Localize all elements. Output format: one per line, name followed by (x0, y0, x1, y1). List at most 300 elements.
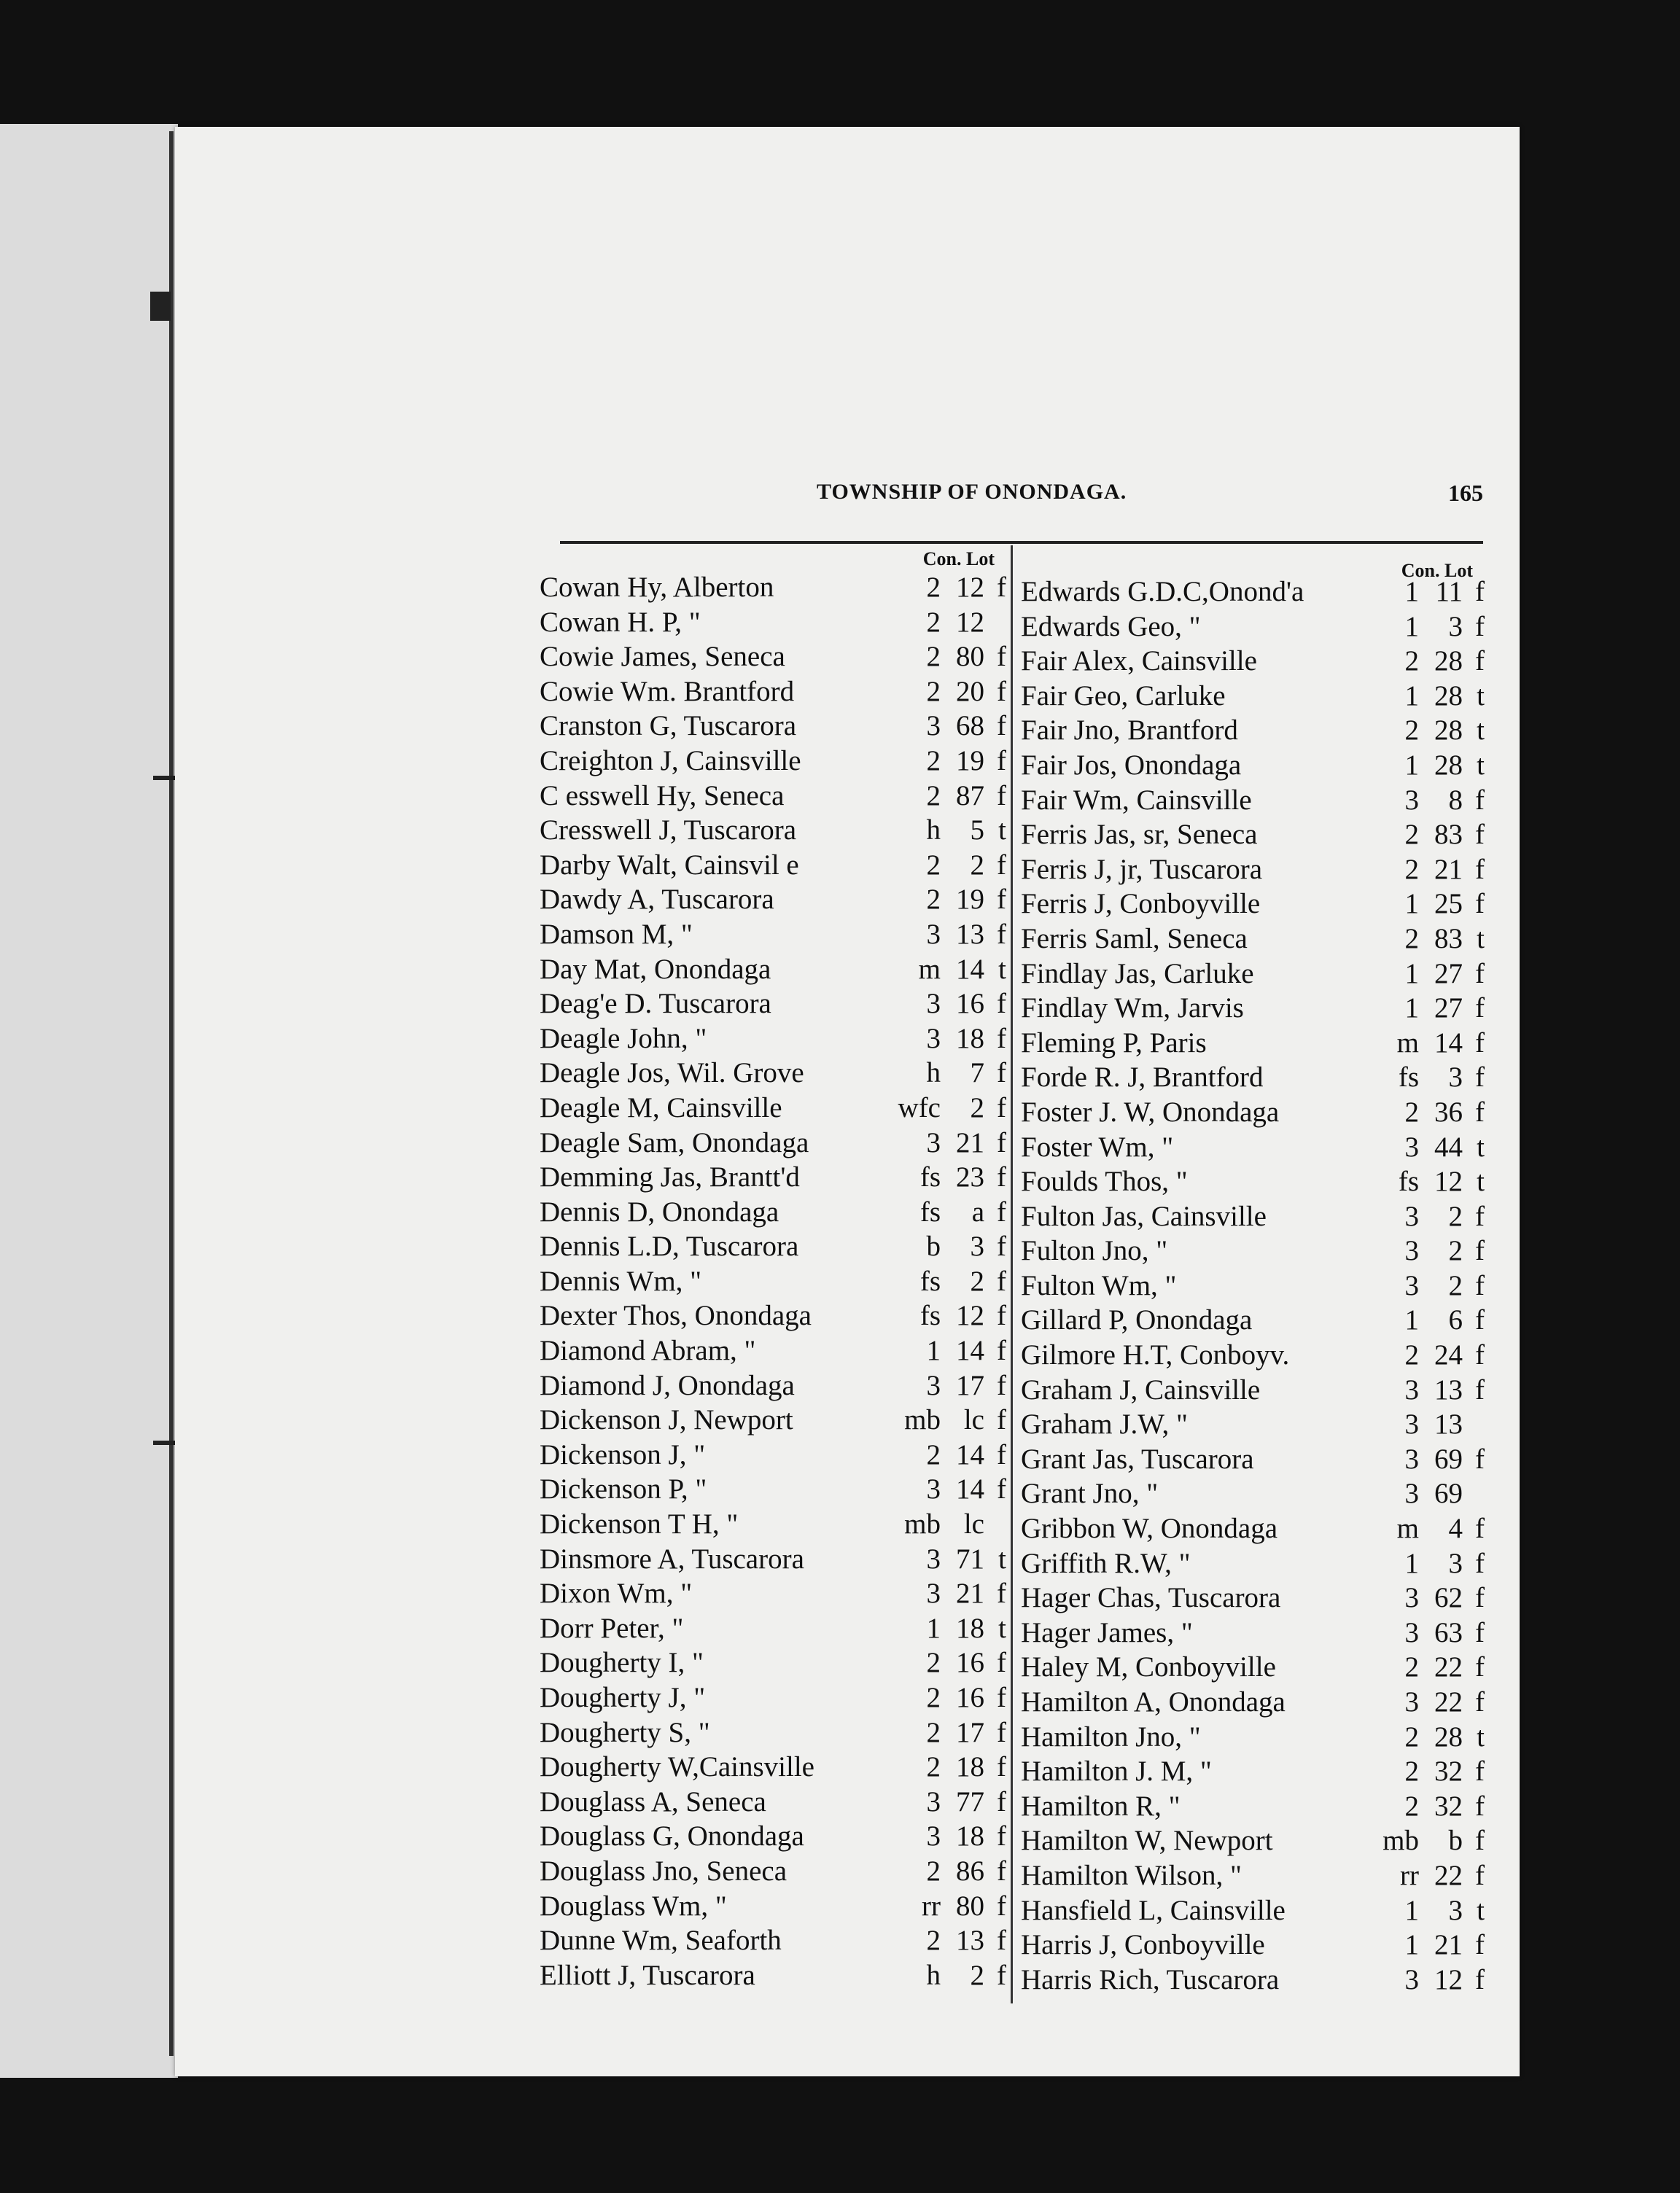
lot-number: 13 (956, 1925, 984, 1957)
lot-number: 23 (956, 1161, 984, 1193)
directory-entry (540, 779, 1006, 814)
entry-name: Hamilton A, Onondaga (1021, 1686, 1286, 1718)
lot-number: 18 (956, 1820, 984, 1853)
concession: 2 (926, 675, 941, 707)
entry-name: Edwards Geo, " (1021, 610, 1201, 642)
tenure-code: f (997, 1091, 1006, 1123)
tenure-code: f (997, 988, 1006, 1020)
concession: 2 (926, 606, 941, 638)
concession: 3 (1404, 1200, 1419, 1232)
directory-entry (540, 848, 1006, 883)
lot-number: 21 (1434, 853, 1463, 885)
lot-number: 24 (1434, 1339, 1463, 1371)
entry-name: C esswell Hy, Seneca (540, 779, 785, 811)
directory-entry (540, 1923, 1006, 1958)
tenure-code: f (1475, 1062, 1485, 1094)
directory-entry (540, 1438, 1006, 1473)
tenure-code: f (997, 1578, 1006, 1610)
entry-name: Griffith R.W, " (1021, 1547, 1191, 1579)
lot-number: b (1448, 1825, 1463, 1857)
entry-name: Gribbon W, Onondaga (1021, 1513, 1278, 1545)
concession: b (926, 1231, 941, 1263)
tenure-code: f (997, 1161, 1006, 1193)
lot-number: 2 (970, 1265, 984, 1297)
directory-entry (1021, 1616, 1485, 1651)
lot-number: 27 (1434, 957, 1463, 989)
directory-entry (1021, 852, 1485, 887)
lot-number: 27 (1434, 992, 1463, 1024)
concession: 2 (926, 1438, 941, 1471)
concession: 2 (1404, 819, 1419, 851)
entry-name: Douglass Jno, Seneca (540, 1855, 788, 1887)
concession: mb (904, 1508, 941, 1540)
concession: 3 (926, 1543, 941, 1575)
directory-page (175, 127, 1520, 2076)
entry-name: Douglass Wm, " (540, 1890, 727, 1922)
directory-entry (540, 1889, 1006, 1924)
tenure-code: f (1475, 1582, 1485, 1614)
directory-entry (540, 1229, 1006, 1264)
lot-number: 4 (1448, 1513, 1463, 1545)
concession: 2 (926, 1751, 941, 1783)
concession: 3 (1404, 1269, 1419, 1301)
directory-entry (1021, 1407, 1485, 1442)
lot-number: 63 (1434, 1616, 1463, 1648)
tenure-code: t (1477, 1131, 1485, 1163)
directory-entry (1021, 1546, 1485, 1581)
tenure-code: t (998, 1612, 1006, 1644)
entry-list (540, 570, 1006, 1993)
tenure-code: t (998, 1543, 1006, 1575)
lot-number: 7 (970, 1057, 984, 1089)
tenure-code: f (1475, 1651, 1485, 1683)
concession: 1 (1404, 888, 1419, 920)
concession: 2 (926, 572, 941, 603)
lot-number: 13 (1434, 1374, 1463, 1406)
lot-number: lc (963, 1508, 984, 1540)
lot-number: 3 (1448, 1062, 1463, 1094)
directory-entry (1021, 1581, 1485, 1616)
entry-name: Ferris J, jr, Tuscarora (1021, 853, 1263, 885)
directory-entry (1021, 609, 1485, 644)
entry-name: Findlay Wm, Jarvis (1021, 992, 1244, 1024)
entry-name: Hamilton Jno, " (1021, 1721, 1201, 1753)
lot-number: lc (963, 1404, 984, 1436)
concession: 2 (926, 849, 941, 881)
lot-number: 16 (956, 1647, 984, 1679)
concession: 2 (926, 1647, 941, 1679)
lot-number: 6 (1448, 1304, 1463, 1336)
concession: 2 (1404, 922, 1419, 954)
tenure-code: f (997, 1438, 1006, 1471)
entry-name: Dennis L.D, Tuscarora (540, 1231, 799, 1263)
concession: wfc (898, 1091, 941, 1123)
directory-entry (1021, 991, 1485, 1026)
concession: 3 (1404, 1235, 1419, 1267)
concession: 2 (1404, 1790, 1419, 1822)
entry-name: Dinsmore A, Tuscarora (540, 1543, 804, 1575)
entry-name: Creighton J, Cainsville (540, 744, 801, 776)
concession: 3 (1404, 1443, 1419, 1475)
tenure-code: t (1477, 714, 1485, 747)
entry-name: Harris Rich, Tuscarora (1021, 1963, 1280, 1995)
lot-number: 14 (1434, 1027, 1463, 1059)
entry-name: Cowan Hy, Alberton (540, 572, 774, 603)
tenure-code: f (997, 1855, 1006, 1887)
concession: 2 (926, 779, 941, 811)
lot-number: 21 (1434, 1929, 1463, 1961)
tenure-code: f (997, 1820, 1006, 1853)
lot-number: 28 (1434, 645, 1463, 677)
entry-name: Demming Jas, Brantt'd (540, 1161, 800, 1193)
directory-entry (1021, 1199, 1485, 1234)
concession: fs (919, 1265, 941, 1297)
tenure-code: f (997, 1890, 1006, 1922)
tenure-code: f (1475, 1096, 1485, 1128)
entry-name: Hamilton Wilson, " (1021, 1859, 1242, 1891)
lot-number: 14 (956, 1335, 984, 1367)
concession: mb (904, 1404, 941, 1436)
tenure-code: f (1475, 853, 1485, 885)
entry-name: Dougherty I, " (540, 1647, 704, 1679)
directory-entry (540, 639, 1006, 674)
entry-name: Hamilton R, " (1021, 1790, 1181, 1822)
directory-entry (1021, 922, 1485, 957)
lot-number: 2 (970, 1091, 984, 1123)
entry-name: Douglass A, Seneca (540, 1785, 766, 1818)
lot-number: 12 (1434, 1963, 1463, 1995)
concession: 1 (1404, 576, 1419, 607)
tenure-code: t (1477, 679, 1485, 712)
lot-number: 32 (1434, 1756, 1463, 1788)
directory-entry (1021, 1685, 1485, 1720)
concession: m (918, 953, 941, 985)
entry-name: Douglass G, Onondaga (540, 1820, 804, 1853)
lot-number: 5 (970, 814, 984, 846)
directory-entry (540, 917, 1006, 952)
lot-number: a (971, 1196, 984, 1228)
tenure-code: f (1475, 1339, 1485, 1371)
tenure-code: t (1477, 1894, 1485, 1926)
directory-entry (1021, 1511, 1485, 1546)
concession: 2 (1404, 1651, 1419, 1683)
concession: 1 (1404, 749, 1419, 781)
lot-number: 22 (1434, 1651, 1463, 1683)
lot-number: 87 (956, 779, 984, 811)
concession: 2 (1404, 853, 1419, 885)
tenure-code: f (997, 1196, 1006, 1228)
concession: 2 (1404, 1096, 1419, 1128)
tenure-code: f (1475, 1200, 1485, 1232)
entry-name: Diamond J, Onondaga (540, 1369, 795, 1401)
concession: 1 (926, 1335, 941, 1367)
concession: 1 (1404, 992, 1419, 1024)
lot-number: 62 (1434, 1582, 1463, 1614)
tenure-code: f (1475, 1374, 1485, 1406)
lot-number: 14 (956, 953, 984, 985)
concession: 2 (1404, 1756, 1419, 1788)
concession: rr (1400, 1859, 1419, 1891)
entry-name: Fleming P, Paris (1021, 1027, 1207, 1059)
directory-entry (540, 1507, 1006, 1542)
entry-name: Dennis D, Onondaga (540, 1196, 779, 1228)
directory-entry (540, 1472, 1006, 1507)
lot-number: 18 (956, 1751, 984, 1783)
lot-number: 22 (1434, 1859, 1463, 1891)
entry-name: Cowie James, Seneca (540, 641, 785, 673)
directory-entry (1021, 1720, 1485, 1755)
tenure-code: f (1475, 1825, 1485, 1857)
header-rule (560, 541, 1483, 544)
entry-name: Dawdy A, Tuscarora (540, 884, 774, 916)
tenure-code: t (998, 814, 1006, 846)
tenure-code: f (1475, 957, 1485, 989)
directory-entry (540, 674, 1006, 709)
lot-number: 3 (1448, 610, 1463, 642)
directory-entry (1021, 887, 1485, 922)
concession: fs (1398, 1062, 1419, 1094)
directory-entry (1021, 1789, 1485, 1824)
directory-entry (1021, 1373, 1485, 1408)
directory-entry (1021, 1234, 1485, 1269)
directory-entry (540, 1195, 1006, 1230)
concession: h (926, 814, 941, 846)
tenure-code: f (1475, 1513, 1485, 1545)
concession: 2 (926, 641, 941, 673)
lot-number: 68 (956, 710, 984, 742)
entry-name: Ferris J, Conboyville (1021, 888, 1261, 920)
concession: 3 (926, 1022, 941, 1054)
tenure-code: f (997, 1473, 1006, 1506)
concession: 3 (926, 1126, 941, 1158)
tenure-code: f (997, 1785, 1006, 1818)
entry-name: Graham J, Cainsville (1021, 1374, 1261, 1406)
tenure-code: f (997, 744, 1006, 776)
lot-number: 32 (1434, 1790, 1463, 1822)
concession: rr (922, 1890, 941, 1922)
concession: 3 (926, 1820, 941, 1853)
tenure-code: f (997, 641, 1006, 673)
tenure-code: t (998, 953, 1006, 985)
concession: 2 (926, 1682, 941, 1713)
directory-entry (1021, 679, 1485, 714)
lot-number: 18 (956, 1022, 984, 1054)
entry-name: Deagle John, " (540, 1022, 707, 1054)
entry-name: Dexter Thos, Onondaga (540, 1300, 812, 1332)
concession: fs (919, 1161, 941, 1193)
concession: 2 (926, 884, 941, 916)
lot-number: 36 (1434, 1096, 1463, 1128)
concession: 3 (1404, 784, 1419, 816)
directory-entry (540, 1021, 1006, 1056)
entry-name: Dickenson J, Newport (540, 1404, 793, 1436)
running-head: TOWNSHIP OF ONONDAGA. (817, 480, 1127, 504)
lot-number: 25 (1434, 888, 1463, 920)
tenure-code: f (997, 1126, 1006, 1158)
concession: 1 (1404, 610, 1419, 642)
tenure-code: f (997, 1647, 1006, 1679)
tenure-code: f (997, 1231, 1006, 1263)
directory-entry (540, 1368, 1006, 1403)
lot-number: 69 (1434, 1443, 1463, 1475)
concession: 2 (1404, 714, 1419, 747)
entry-name: Dougherty W,Cainsville (540, 1751, 814, 1783)
tenure-code: f (1475, 819, 1485, 851)
lot-number: 17 (956, 1369, 984, 1401)
tenure-code: f (997, 1369, 1006, 1401)
lot-number: 3 (970, 1231, 984, 1263)
directory-entry (1021, 748, 1485, 783)
entry-name: Fair Jno, Brantford (1021, 714, 1238, 747)
concession: 1 (1404, 1547, 1419, 1579)
entry-name: Diamond Abram, " (540, 1335, 756, 1367)
concession: mb (1382, 1825, 1419, 1857)
lot-number: 8 (1448, 784, 1463, 816)
entry-name: Dougherty J, " (540, 1682, 706, 1713)
lot-number: 17 (956, 1716, 984, 1748)
directory-column-right (1021, 548, 1485, 1997)
tenure-code: t (1477, 1166, 1485, 1198)
lot-number: 3 (1448, 1894, 1463, 1926)
concession: 3 (926, 918, 941, 950)
directory-entry (540, 709, 1006, 744)
concession: fs (919, 1300, 941, 1332)
tenure-code: f (1475, 1859, 1485, 1891)
concession: 2 (926, 1716, 941, 1748)
directory-entry (540, 1750, 1006, 1785)
tenure-code: f (1475, 784, 1485, 816)
entry-name: Dougherty S, " (540, 1716, 710, 1748)
facing-page-edge (0, 124, 178, 2078)
tenure-code: f (997, 1335, 1006, 1367)
concession: 3 (926, 1369, 941, 1401)
entry-name: Hamilton W, Newport (1021, 1825, 1273, 1857)
concession: 3 (926, 1578, 941, 1610)
concession: 1 (1404, 957, 1419, 989)
concession: 3 (926, 988, 941, 1020)
concession: 3 (1404, 1409, 1419, 1441)
directory-entry (540, 1715, 1006, 1750)
tenure-code: f (1475, 1547, 1485, 1579)
entry-name: Deag'e D. Tuscarora (540, 988, 771, 1020)
lot-number: 28 (1434, 749, 1463, 781)
entry-name: Haley M, Conboyville (1021, 1651, 1276, 1683)
lot-number: 18 (956, 1612, 984, 1644)
lot-number: 20 (956, 675, 984, 707)
entry-name: Forde R. J, Brantford (1021, 1062, 1264, 1094)
lot-number: 28 (1434, 1721, 1463, 1753)
directory-entry (540, 1333, 1006, 1368)
concession: m (1396, 1027, 1419, 1059)
tenure-code: f (997, 1682, 1006, 1713)
lot-number: 2 (970, 1959, 984, 1991)
tenure-code: f (1475, 1269, 1485, 1301)
directory-entry (1021, 1338, 1485, 1373)
lot-number: 44 (1434, 1131, 1463, 1163)
tenure-code: f (997, 1300, 1006, 1332)
entry-name: Dennis Wm, " (540, 1265, 702, 1297)
directory-entry (1021, 1269, 1485, 1304)
lot-number: 28 (1434, 679, 1463, 712)
tenure-code: f (997, 779, 1006, 811)
concession: 3 (1404, 1582, 1419, 1614)
tenure-code: f (997, 1265, 1006, 1297)
entry-name: Ferris Jas, sr, Seneca (1021, 819, 1258, 851)
directory-entry (540, 1854, 1006, 1889)
concession: 3 (1404, 1686, 1419, 1718)
directory-entry (540, 570, 1006, 605)
directory-entry (1021, 644, 1485, 679)
entry-name: Dunne Wm, Seaforth (540, 1925, 782, 1957)
directory-entry (540, 1264, 1006, 1299)
directory-entry (1021, 1893, 1485, 1928)
entry-name: Edwards G.D.C,Onond'a (1021, 576, 1304, 607)
directory-entry (540, 1542, 1006, 1577)
lot-number: 21 (956, 1126, 984, 1158)
entry-name: Harris J, Conboyville (1021, 1929, 1265, 1961)
directory-entry (1021, 1858, 1485, 1893)
concession: 3 (926, 1785, 941, 1818)
tenure-code: f (997, 1022, 1006, 1054)
tenure-code: f (1475, 1929, 1485, 1961)
lot-number: 13 (1434, 1409, 1463, 1441)
directory-entry (540, 952, 1006, 987)
entry-name: Fair Jos, Onondaga (1021, 749, 1242, 781)
entry-list (1021, 574, 1485, 1997)
entry-name: Dixon Wm, " (540, 1578, 693, 1610)
lot-number: 14 (956, 1473, 984, 1506)
lot-number: 83 (1434, 819, 1463, 851)
directory-entry (1021, 1303, 1485, 1338)
directory-entry (1021, 1026, 1485, 1061)
tenure-code: f (997, 1925, 1006, 1957)
ink-blot (150, 292, 171, 321)
lot-number: 16 (956, 988, 984, 1020)
entry-name: Grant Jas, Tuscarora (1021, 1443, 1254, 1475)
directory-entry (540, 1611, 1006, 1646)
lot-number: 19 (956, 744, 984, 776)
directory-entry (540, 1680, 1006, 1715)
lot-number: 12 (956, 1300, 984, 1332)
lot-number: 21 (956, 1578, 984, 1610)
lot-number: 71 (956, 1543, 984, 1575)
directory-entry (1021, 783, 1485, 818)
entry-name: Grant Jno, " (1021, 1478, 1159, 1510)
tenure-code: f (1475, 645, 1485, 677)
directory-entry (1021, 574, 1485, 609)
directory-entry (540, 744, 1006, 779)
entry-name: Hager James, " (1021, 1616, 1193, 1648)
concession: 1 (1404, 1304, 1419, 1336)
concession: fs (1398, 1166, 1419, 1198)
directory-entry (1021, 713, 1485, 748)
lot-number: 22 (1434, 1686, 1463, 1718)
concession: 1 (1404, 679, 1419, 712)
tenure-code: f (997, 1716, 1006, 1748)
directory-entry (1021, 1476, 1485, 1511)
concession: 3 (1404, 1616, 1419, 1648)
entry-name: Fair Geo, Carluke (1021, 679, 1226, 712)
concession: 3 (926, 710, 941, 742)
entry-name: Day Mat, Onondaga (540, 953, 771, 985)
entry-name: Fulton Jas, Cainsville (1021, 1200, 1267, 1232)
directory-entry (1021, 1754, 1485, 1789)
entry-name: Deagle M, Cainsville (540, 1091, 782, 1123)
concession: 2 (926, 1925, 941, 1957)
entry-name: Hager Chas, Tuscarora (1021, 1582, 1281, 1614)
tenure-code: f (997, 884, 1006, 916)
lot-number: 69 (1434, 1478, 1463, 1510)
